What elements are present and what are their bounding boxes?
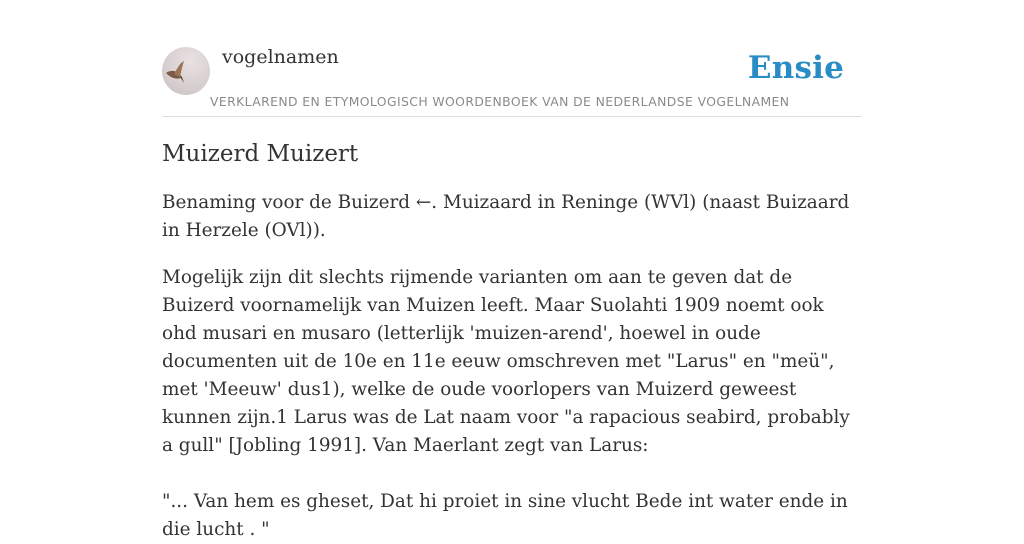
bird-avatar-icon[interactable]	[162, 47, 210, 95]
page-title: Muizerd Muizert	[162, 141, 359, 167]
site-header	[162, 0, 862, 117]
entry-paragraph-1: Benaming voor de Buizerd ←. Muizaard in Reninge (WVl) (naast Buizaard in Herzele (OVl)).	[162, 192, 850, 241]
entry-paragraph-2: Mogelijk zijn dit slechts rijmende varianten om aan te geven dat de Buizerd voornamelijk van Muizen leeft. Maar Suolahti 1909 noemt ook ohd musari en musaro (letterlijk 'muizen-arend', hoewel in oude documenten uit de 10e en 11e eeuw omschreven met "Larus" en "meü", met 'Meeuw' dus1), welke de oude voorlopers van Muizerd geweest kunnen zijn.1 Larus was de Lat naam voor "a rapacious seabird, probably a gull" [Jobling 1991]. Van Maerlant zegt van Larus:	[162, 267, 850, 456]
entry-quote: "... Van hem es gheset, Dat hi proiet in sine vlucht Bede int water ende in die lucht . "	[162, 491, 848, 540]
brand-logo[interactable]: Ensie	[747, 50, 844, 86]
site-tagline: VERKLAREND EN ETYMOLOGISCH WOORDENBOEK VAN DE NEDERLANDSE VOGELNAMEN	[210, 94, 790, 109]
bird-icon	[162, 47, 210, 95]
site-name[interactable]: vogelnamen	[222, 46, 339, 68]
entry-content	[162, 138, 862, 544]
